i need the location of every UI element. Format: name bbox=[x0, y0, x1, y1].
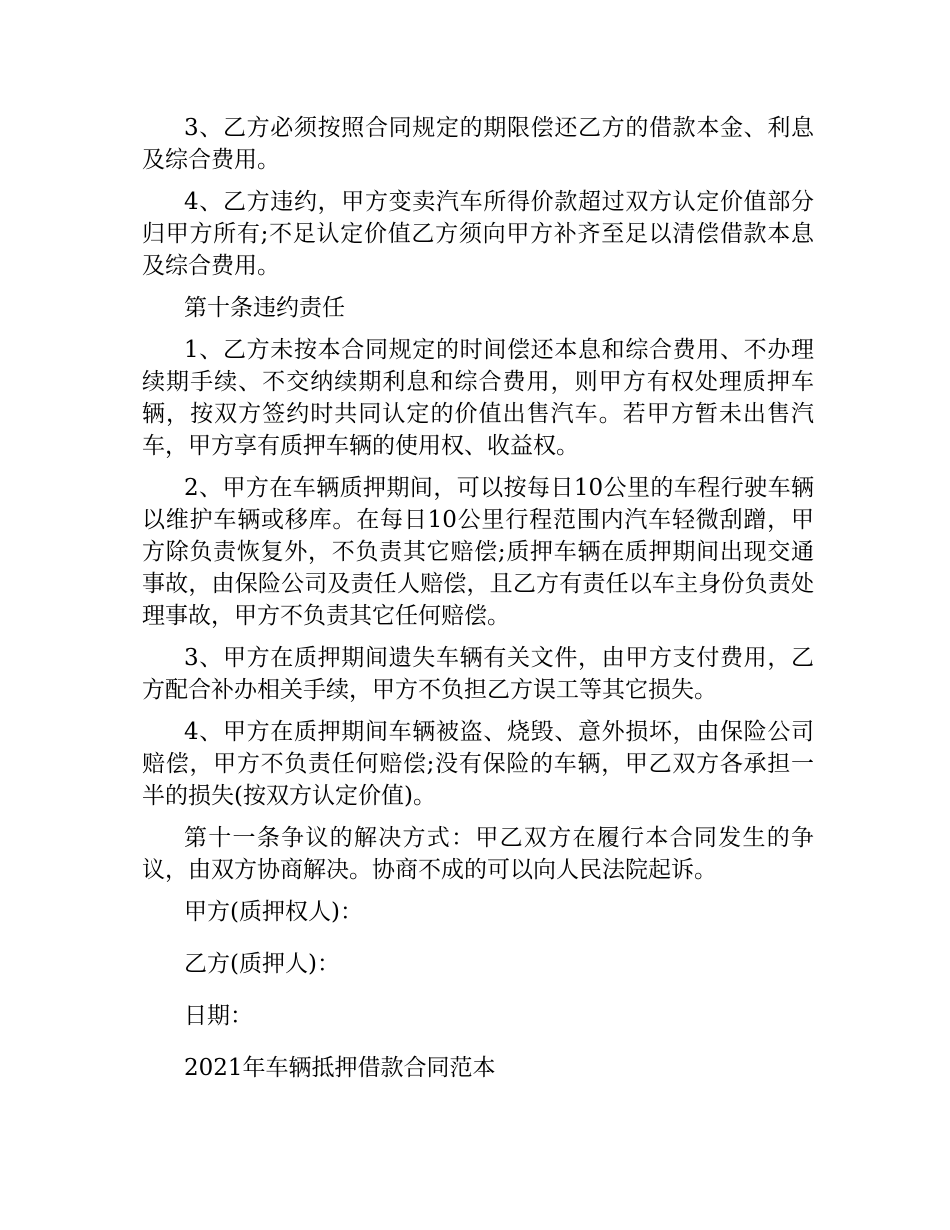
date-label: 日期： bbox=[184, 1003, 253, 1029]
next-document-title: 2021年车辆抵押借款合同范本 bbox=[184, 1055, 496, 1081]
party-a-signature: 甲方(质押权人)： bbox=[184, 899, 363, 925]
article-11-dispute: 第十一条争议的解决方式：甲乙双方在履行本合同发生的争议，由双方协商解决。协商不成的可以向人民法院起诉。 bbox=[142, 825, 814, 883]
clause-4-breach-sale: 4、乙方违约，甲方变卖汽车所得价款超过双方认定价值部分归甲方所有;不足认定价值乙方须向甲方补齐至足以清偿借款本息及综合费用。 bbox=[142, 189, 814, 279]
article-10-clause-4: 4、甲方在质押期间车辆被盗、烧毁、意外损坏，由保险公司赔偿，甲方不负责任何赔偿;没有保险的车辆，甲乙双方各承担一半的损失(按双方认定价值)。 bbox=[142, 719, 814, 809]
article-10-clause-1: 1、乙方未按本合同规定的时间偿还本息和综合费用、不办理续期手续、不交纳续期利息和综合费用，则甲方有权处理质押车辆，按双方签约时共同认定的价值出售汽车。若甲方暂未出售汽车，甲方享有质押车辆的使用权、收益权。 bbox=[142, 337, 814, 459]
document-page bbox=[142, 112, 814, 1094]
article-10-heading: 第十条违约责任 bbox=[184, 295, 345, 321]
party-b-signature: 乙方(质押人)： bbox=[184, 951, 340, 977]
clause-3-repayment: 3、乙方必须按照合同规定的期限偿还乙方的借款本金、利息及综合费用。 bbox=[142, 115, 814, 173]
article-10-clause-3: 3、甲方在质押期间遗失车辆有关文件，由甲方支付费用，乙方配合补办相关手续，甲方不负担乙方误工等其它损失。 bbox=[142, 645, 814, 703]
article-10-clause-2: 2、甲方在车辆质押期间，可以按每日10公里的车程行驶车辆以维护车辆或移库。在每日10公里行程范围内汽车轻微刮蹭，甲方除负责恢复外，不负责其它赔偿;质押车辆在质押期间出现交通事故，由保险公司及责任人赔偿，且乙方有责任以车主身份负责处理事故，甲方不负责其它任何赔偿。 bbox=[142, 475, 814, 629]
